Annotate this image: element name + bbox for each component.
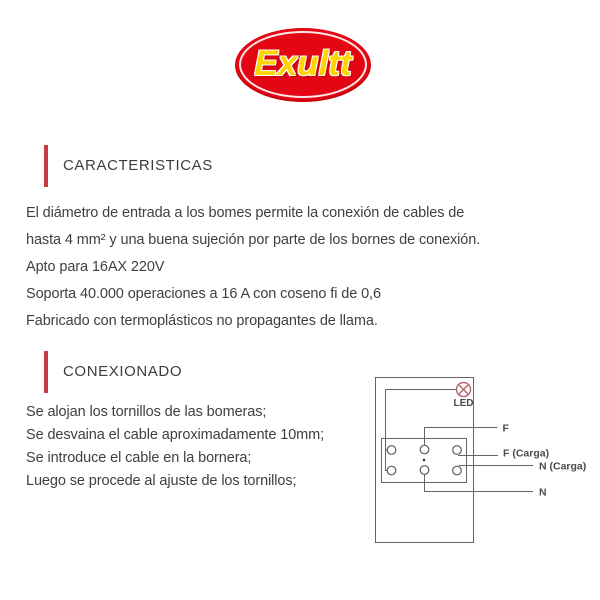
terminal — [420, 445, 429, 454]
label-n: N — [539, 486, 547, 499]
section-title-conexionado: CONEXIONADO — [63, 363, 183, 380]
wiring-diagram-svg — [360, 370, 600, 555]
terminal — [387, 466, 396, 475]
label-f-carga: F (Carga) — [503, 447, 550, 460]
paragraph-line: Soporta 40.000 operaciones a 16 A con coseno fi de 0,6 — [26, 286, 381, 302]
step-line: Se desvaina el cable aproximadamente 10mm; — [26, 427, 325, 443]
wiring-diagram — [360, 370, 600, 560]
step-line: Se introduce el cable en la bornera; — [26, 450, 252, 466]
section-accent-bar — [44, 145, 48, 187]
label-f: F — [502, 422, 509, 435]
terminal — [453, 466, 462, 475]
section-title-caracteristicas: CARACTERISTICAS — [63, 157, 213, 174]
conexionado-steps — [26, 401, 324, 493]
led-label: LED — [453, 398, 474, 409]
paragraph-line: hasta 4 mm² y una buena sujeción por parte de los bornes de conexión. — [26, 232, 481, 248]
center-dot — [423, 459, 426, 462]
led-indicator-icon — [457, 383, 471, 397]
logo-text: Exultt — [254, 44, 352, 83]
terminal — [453, 446, 462, 455]
wire-led-feed — [386, 390, 457, 471]
paragraph-line: Fabricado con termoplásticos no propagantes de llama. — [26, 313, 378, 329]
step-line: Se alojan los tornillos de las bomeras; — [26, 404, 267, 420]
paragraph-line: El diámetro de entrada a los bomes permite la conexión de cables de — [26, 205, 465, 221]
label-n-carga: N (Carga) — [539, 460, 587, 473]
paragraph-line: Apto para 16AX 220V — [26, 259, 165, 275]
terminal — [387, 446, 396, 455]
wire-f — [425, 428, 498, 446]
section-accent-bar — [44, 351, 48, 393]
step-line: Luego se procede al ajuste de los tornillos; — [26, 473, 297, 489]
terminal — [420, 466, 429, 475]
exultt-logo — [235, 28, 371, 102]
caracteristicas-paragraph — [26, 200, 480, 335]
